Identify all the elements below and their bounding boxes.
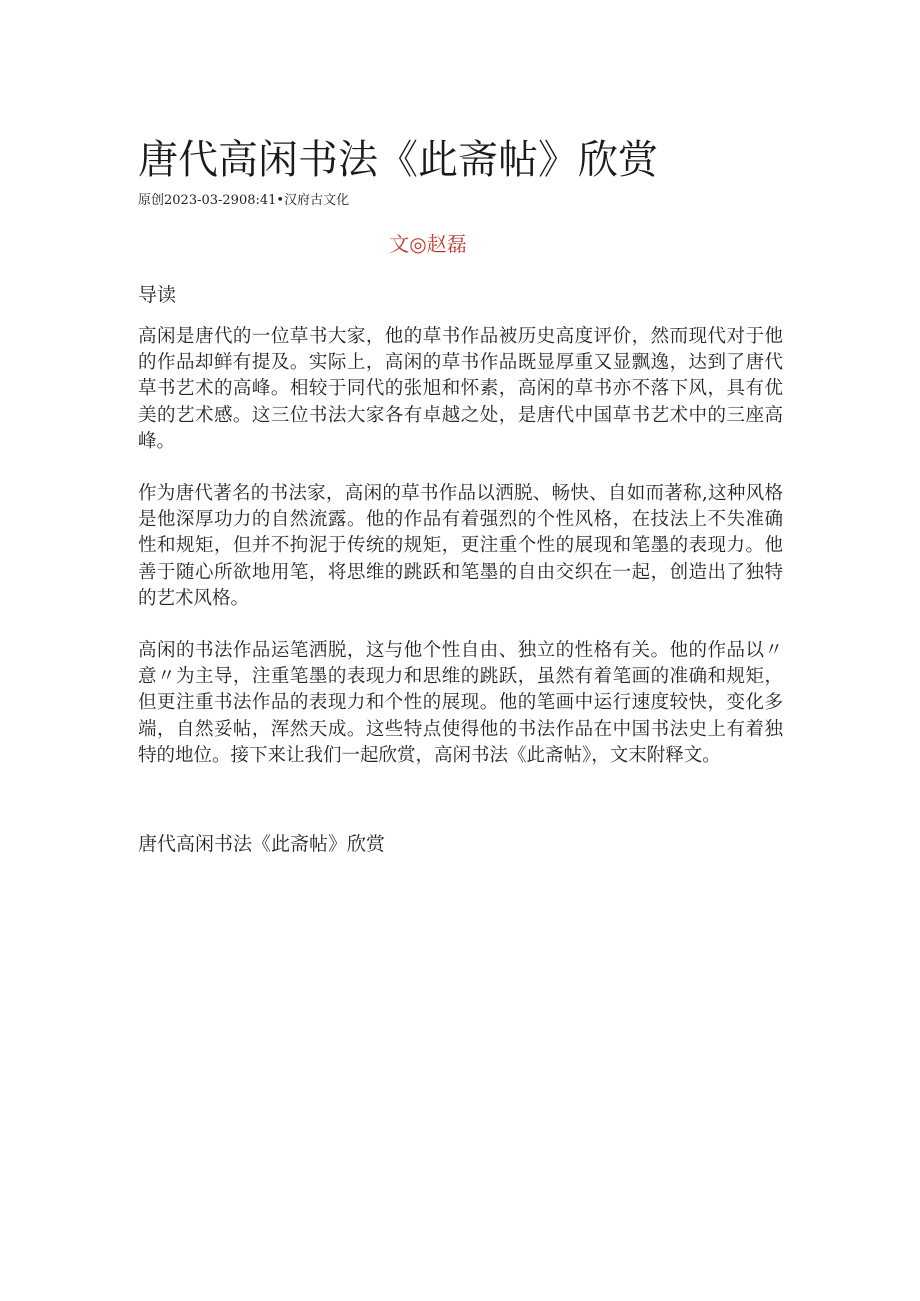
paragraph-2: 作为唐代著名的书法家，高闲的草书作品以洒脱、畅快、自如而著称,这种风格是他深厚功力的自然流露。他的作品有着强烈的个性风格，在技法上不失准确性和规矩，但并不拘泥于传统的规矩，更注重个性的展现和笔墨的表现力。他善于随心所欲地用笔，将思维的跳跃和笔墨的自由交织在一起，创造出了独特的艺术风格。 [138,483,783,609]
article-meta: 原创2023-03-2908:41•汉府古文化 [138,193,350,208]
article-title: 唐代高闲书法《此斋帖》欣赏 [138,137,658,183]
intro-heading: 导读 [138,284,177,306]
author-byline: 文◎赵磊 [389,232,467,256]
paragraph-1: 高闲是唐代的一位草书大家，他的草书作品被历史高度评价，然而现代对于他的作品却鲜有提及。实际上，高闲的草书作品既显厚重又显飘逸，达到了唐代草书艺术的高峰。相较于同代的张旭和怀素，高闲的草书亦不落下风，具有优美的艺术感。这三位书法大家各有卓越之处，是唐代中国草书艺术中的三座高峰。 [138,326,783,452]
paragraph-3: 高闲的书法作品运笔洒脱，这与他个性自由、独立的性格有关。他的作品以〃意〃为主导，注重笔墨的表现力和思维的跳跃，虽然有着笔画的准确和规矩，但更注重书法作品的表现力和个性的展现。他的笔画中运行速度较快，变化多端，自然妥帖，浑然天成。这些特点使得他的书法作品在中国书法史上有着独特的地位。接下来让我们一起欣赏，高闲书法《此斋帖》，文末附释文。 [138,640,783,766]
section-heading: 唐代高闲书法《此斋帖》欣赏 [138,833,386,855]
